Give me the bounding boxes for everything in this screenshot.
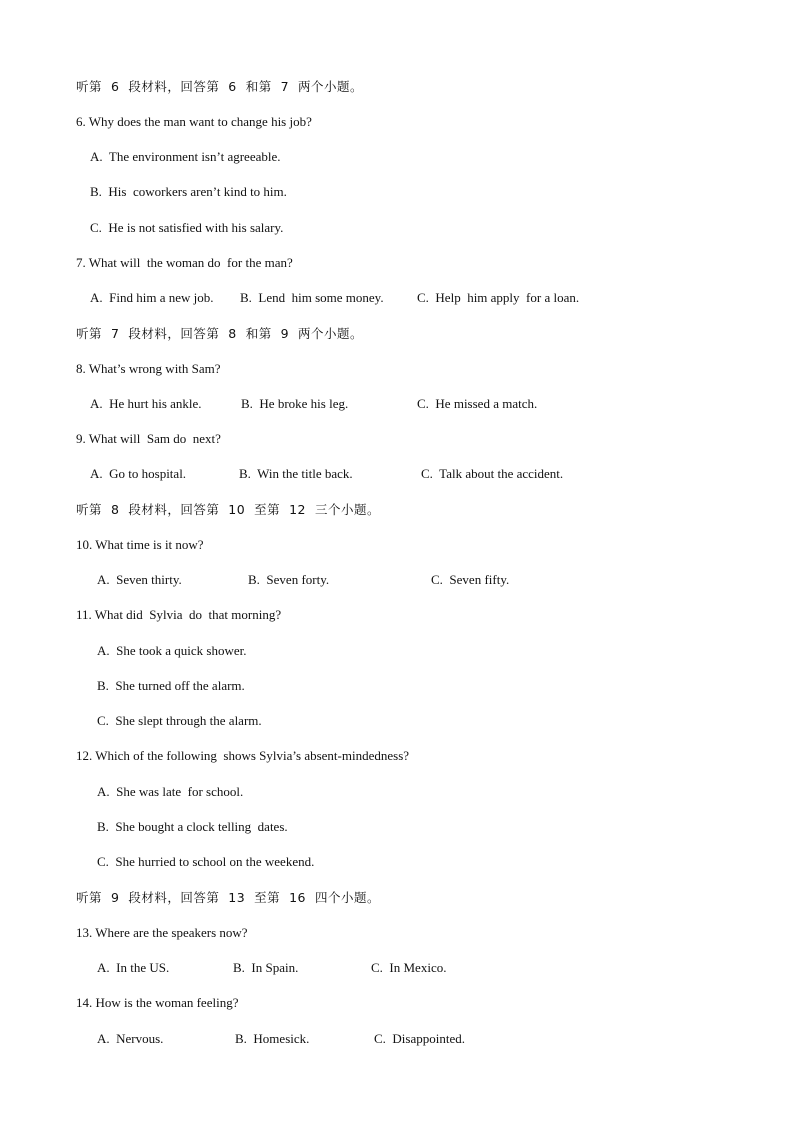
- question-12-option-a: A. She was late for school.: [97, 784, 244, 799]
- section-heading-9: 听第 9 段材料，回答第 13 至第 16 四个小题。: [76, 890, 380, 905]
- question-12-option-c: C. She hurried to school on the weekend.: [97, 854, 315, 869]
- question-11-stem: 11. What did Sylvia do that morning?: [76, 607, 282, 622]
- question-14-option-b: B. Homesick.: [235, 1031, 310, 1046]
- question-13-stem: 13. Where are the speakers now?: [76, 925, 248, 940]
- question-8-option-a: A. He hurt his ankle.: [90, 396, 202, 411]
- question-7-option-b: B. Lend him some money.: [240, 290, 384, 305]
- question-7-stem: 7. What will the woman do for the man?: [76, 255, 293, 270]
- question-11-option-b: B. She turned off the alarm.: [97, 678, 245, 693]
- question-6-option-c: C. He is not satisfied with his salary.: [90, 220, 284, 235]
- question-10-stem: 10. What time is it now?: [76, 537, 204, 552]
- question-9-stem: 9. What will Sam do next?: [76, 431, 221, 446]
- question-10-option-b: B. Seven forty.: [248, 572, 330, 587]
- question-11-option-a: A. She took a quick shower.: [97, 643, 247, 658]
- question-9-option-c: C. Talk about the accident.: [421, 466, 564, 481]
- question-14-option-c: C. Disappointed.: [374, 1031, 465, 1046]
- question-6-stem: 6. Why does the man want to change his job?: [76, 114, 312, 129]
- question-9-option-b: B. Win the title back.: [239, 466, 353, 481]
- question-8-option-b: B. He broke his leg.: [241, 396, 349, 411]
- question-13-option-c: C. In Mexico.: [371, 960, 447, 975]
- question-14-stem: 14. How is the woman feeling?: [76, 995, 239, 1010]
- question-10-option-a: A. Seven thirty.: [97, 572, 182, 587]
- question-7-option-c: C. Help him apply for a loan.: [417, 290, 580, 305]
- question-6-option-a: A. The environment isn’t agreeable.: [90, 149, 281, 164]
- question-6-option-b: B. His coworkers aren’t kind to him.: [90, 184, 287, 199]
- question-12-stem: 12. Which of the following shows Sylvia’s absent-mindedness?: [76, 748, 410, 763]
- question-8-option-c: C. He missed a match.: [417, 396, 538, 411]
- question-13-option-b: B. In Spain.: [233, 960, 299, 975]
- section-heading-6: 听第 6 段材料，回答第 6 和第 7 两个小题。: [76, 79, 364, 94]
- section-heading-7: 听第 7 段材料，回答第 8 和第 9 两个小题。: [76, 326, 364, 341]
- question-13-option-a: A. In the US.: [97, 960, 170, 975]
- question-8-stem: 8. What’s wrong with Sam?: [76, 361, 221, 376]
- question-11-option-c: C. She slept through the alarm.: [97, 713, 262, 728]
- question-7-option-a: A. Find him a new job.: [90, 290, 214, 305]
- question-9-option-a: A. Go to hospital.: [90, 466, 187, 481]
- question-12-option-b: B. She bought a clock telling dates.: [97, 819, 288, 834]
- question-14-option-a: A. Nervous.: [97, 1031, 164, 1046]
- question-10-option-c: C. Seven fifty.: [431, 572, 510, 587]
- section-heading-8: 听第 8 段材料，回答第 10 至第 12 三个小题。: [76, 502, 380, 517]
